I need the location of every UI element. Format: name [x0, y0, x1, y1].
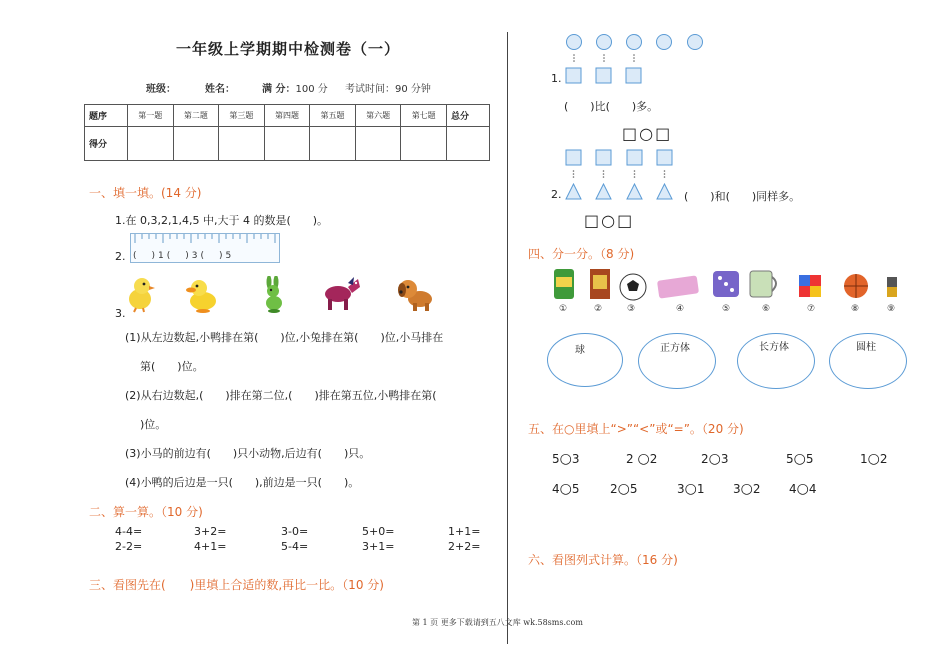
compare-item: 4○5 — [552, 481, 580, 497]
squares-triangles-figure — [560, 148, 680, 202]
table-col: 第四题 — [264, 105, 310, 127]
q1-line5: (3)小马的前边有( )只小动物,后边有( )只。 — [125, 447, 371, 460]
chick-icon — [124, 275, 156, 313]
score-cell[interactable] — [264, 127, 310, 161]
calc-item: 3+2= — [194, 525, 227, 538]
calc-item: 5-4= — [281, 540, 309, 553]
score-cell[interactable] — [447, 127, 490, 161]
calc-item: 4+1= — [194, 540, 227, 553]
score-cell[interactable] — [401, 127, 447, 161]
calc-item: 4-4= — [115, 525, 143, 538]
table-col: 第三题 — [219, 105, 265, 127]
q1-item1: 1.在 0,3,2,1,4,5 中,大于 4 的数是( )。 — [115, 214, 329, 227]
rabbit-icon — [259, 276, 289, 314]
calc-item: 2+2= — [448, 540, 481, 553]
calc-item: 1+1= — [448, 525, 481, 538]
group-label: 正方体 — [660, 343, 690, 354]
section-3-heading: 三、看图先在( )里填上合适的数,再比一比。（10 分) — [89, 578, 384, 592]
obj-number: ⑤ — [722, 304, 731, 314]
rubiks-cube-icon — [799, 275, 821, 297]
compare-item: 2○3 — [701, 451, 729, 467]
table-col: 第七题 — [401, 105, 447, 127]
table-head-order: 题序 — [85, 105, 128, 127]
pencil-case-icon — [657, 275, 699, 298]
puppy-icon — [396, 275, 438, 313]
obj-number: ⑧ — [851, 304, 860, 314]
section-4-heading: 四、分一分。（8 分) — [528, 247, 635, 261]
obj-number: ② — [594, 304, 603, 314]
compare-item: 5○5 — [786, 451, 814, 467]
score-cell[interactable] — [355, 127, 401, 161]
score-table — [84, 104, 490, 161]
group-ellipse[interactable] — [547, 333, 623, 387]
obj-number: ① — [559, 304, 568, 314]
section-1-heading: 一、填一填。(14 分) — [89, 186, 202, 200]
q1-line4: )位。 — [140, 418, 167, 431]
section-5-heading: 五、在○里填上“>”“<”或“=”。（20 分) — [528, 422, 744, 436]
q1-line3: (2)从右边数起,( )排在第二位,( )排在第五位,小鸭排在第( — [125, 389, 437, 402]
objects-row — [550, 265, 900, 303]
obj-number: ⑥ — [762, 304, 771, 314]
table-col-total: 总分 — [447, 105, 490, 127]
battery-icon — [887, 277, 897, 297]
page-title: 一年级上学期期中检测卷（一） — [176, 40, 401, 58]
calc-item: 2-2= — [115, 540, 143, 553]
group-label: 圆柱 — [856, 342, 876, 353]
q1-line6: (4)小鸭的后边是一只( ),前边是一只( )。 — [125, 476, 360, 489]
compare-item: 2 ○2 — [626, 451, 658, 467]
dice-icon — [713, 271, 739, 297]
q3-p1-label: 1. — [551, 72, 562, 85]
ruler-text: ( )1( )3( )5 — [133, 251, 235, 261]
duckling-icon — [186, 276, 220, 314]
table-head-score: 得分 — [85, 127, 128, 161]
table-col: 第五题 — [310, 105, 356, 127]
q3-p2-text: ( )和( )同样多。 — [684, 190, 801, 203]
calc-item: 3+1= — [362, 540, 395, 553]
group-label: 长方体 — [759, 342, 789, 353]
section-6-heading: 六、看图列式计算。（16 分) — [528, 553, 678, 567]
group-label: 球 — [575, 345, 585, 356]
compare-item: 2○5 — [610, 481, 638, 497]
compare-boxes-1: □○□ — [622, 124, 673, 143]
page-footer: 第 1 页 更多下载请到五八文库 wk.58sms.com — [412, 618, 583, 627]
circles-squares-figure — [560, 32, 720, 86]
q3-p1-text: ( )比( )多。 — [564, 100, 659, 113]
obj-number: ③ — [627, 304, 636, 314]
q1-item2-label: 2. — [115, 250, 126, 263]
q3-p2-label: 2. — [551, 188, 562, 201]
table-col: 第六题 — [355, 105, 401, 127]
basketball-icon — [844, 274, 868, 298]
compare-item: 5○3 — [552, 451, 580, 467]
q1-line1: (1)从左边数起,小鸭排在第( )位,小兔排在第( )位,小马排在 — [125, 331, 444, 344]
q1-item3-label: 3. — [115, 307, 126, 320]
full-score: 满 分：100 分 — [262, 84, 328, 95]
can-icon — [554, 269, 574, 299]
ruler-image — [130, 233, 280, 263]
compare-item: 3○2 — [733, 481, 761, 497]
calc-item: 3-0= — [281, 525, 309, 538]
section-2-heading: 二、算一算。（10 分) — [89, 505, 203, 519]
compare-item: 4○4 — [789, 481, 817, 497]
score-cell[interactable] — [310, 127, 356, 161]
calc-item: 5+0= — [362, 525, 395, 538]
horse-icon — [320, 275, 362, 313]
q1-line2: 第( )位。 — [140, 360, 204, 373]
class-label: 班级： — [146, 84, 176, 95]
obj-number: ⑦ — [807, 304, 816, 314]
table-col: 第二题 — [173, 105, 219, 127]
compare-item: 3○1 — [677, 481, 705, 497]
obj-number: ⑨ — [887, 304, 896, 314]
score-cell[interactable] — [128, 127, 174, 161]
box-icon — [590, 269, 610, 299]
table-col: 第一题 — [128, 105, 174, 127]
name-label: 姓名： — [205, 84, 235, 95]
obj-number: ④ — [676, 304, 685, 314]
column-divider — [507, 32, 508, 644]
score-cell[interactable] — [219, 127, 265, 161]
compare-boxes-2: □○□ — [584, 211, 635, 230]
compare-item: 1○2 — [860, 451, 888, 467]
score-cell[interactable] — [173, 127, 219, 161]
soccer-ball-icon — [620, 274, 646, 300]
cup-icon — [750, 271, 776, 297]
exam-time: 考试时间：90 分钟 — [345, 84, 431, 95]
